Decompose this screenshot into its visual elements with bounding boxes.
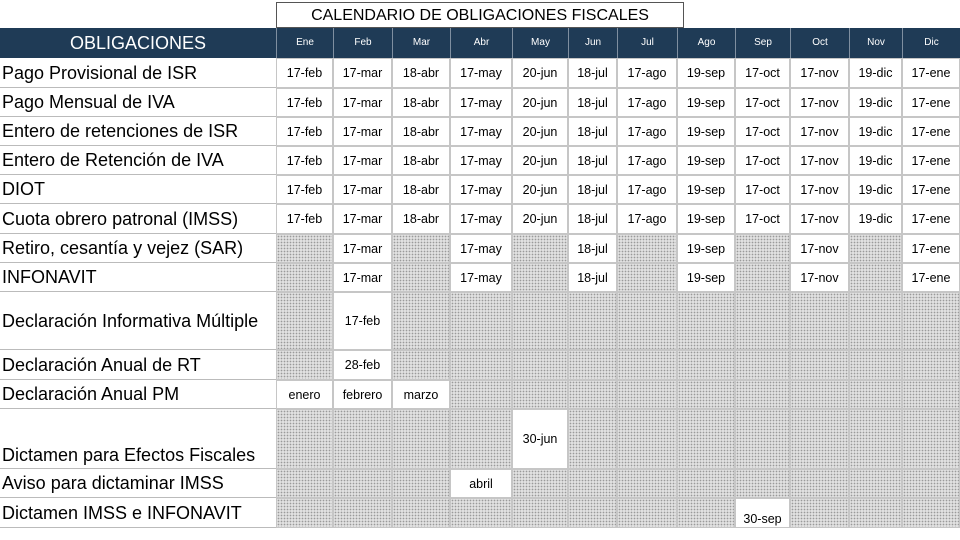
empty-cell (512, 263, 568, 292)
empty-cell (617, 498, 677, 528)
empty-cell (276, 409, 333, 469)
due-date-cell: 18-abr (392, 204, 450, 234)
obligations-column-header: OBLIGACIONES (0, 28, 276, 58)
due-date-cell: 17-nov (790, 175, 849, 204)
empty-cell (902, 380, 960, 409)
month-header-ago: Ago (677, 28, 735, 58)
empty-cell (450, 380, 512, 409)
empty-cell (512, 350, 568, 380)
due-date-cell: abril (450, 469, 512, 498)
empty-cell (392, 469, 450, 498)
empty-cell (735, 469, 790, 498)
due-date-cell: 17-oct (735, 204, 790, 234)
empty-cell (333, 409, 392, 469)
due-date-cell: 18-abr (392, 146, 450, 175)
empty-cell (617, 350, 677, 380)
empty-cell (512, 234, 568, 263)
due-date-cell: 17-feb (276, 204, 333, 234)
due-date-cell: 20-jun (512, 117, 568, 146)
empty-cell (790, 380, 849, 409)
due-date-cell: 17-feb (276, 58, 333, 88)
empty-cell (276, 292, 333, 350)
due-date-cell: 17-ene (902, 146, 960, 175)
empty-cell (392, 350, 450, 380)
empty-cell (849, 409, 902, 469)
due-date-cell: 17-may (450, 88, 512, 117)
due-date-cell: 17-may (450, 146, 512, 175)
empty-cell (392, 263, 450, 292)
due-date-cell: 17-mar (333, 175, 392, 204)
due-date-cell: 17-oct (735, 88, 790, 117)
obligation-label: Entero de retenciones de ISR (0, 117, 276, 146)
due-date-cell: 17-may (450, 234, 512, 263)
due-date-cell: 18-abr (392, 88, 450, 117)
due-date-cell: 17-ene (902, 175, 960, 204)
month-header-abr: Abr (450, 28, 512, 58)
empty-cell (735, 380, 790, 409)
month-header-oct: Oct (790, 28, 849, 58)
empty-cell (450, 350, 512, 380)
due-date-cell: 17-mar (333, 88, 392, 117)
month-header-ene: Ene (276, 28, 333, 58)
due-date-cell: marzo (392, 380, 450, 409)
due-date-cell: 20-jun (512, 146, 568, 175)
empty-cell (735, 263, 790, 292)
due-date-cell: 19-sep (677, 204, 735, 234)
obligation-label: Dictamen para Efectos Fiscales (0, 409, 276, 469)
empty-cell (677, 380, 735, 409)
due-date-cell: 19-sep (677, 88, 735, 117)
empty-cell (677, 350, 735, 380)
empty-cell (568, 498, 617, 528)
due-date-cell: 17-may (450, 175, 512, 204)
due-date-cell: 17-nov (790, 234, 849, 263)
empty-cell (568, 380, 617, 409)
obligation-label: INFONAVIT (0, 263, 276, 292)
due-date-cell: 18-jul (568, 263, 617, 292)
due-date-cell: 19-dic (849, 175, 902, 204)
empty-cell (735, 234, 790, 263)
due-date-cell: 17-nov (790, 146, 849, 175)
empty-cell (849, 469, 902, 498)
empty-cell (512, 292, 568, 350)
empty-cell (677, 498, 735, 528)
due-date-cell: 17-nov (790, 117, 849, 146)
empty-cell (333, 498, 392, 528)
due-date-cell: 17-oct (735, 117, 790, 146)
empty-cell (450, 498, 512, 528)
obligation-label: Aviso para dictaminar IMSS (0, 469, 276, 498)
month-header-jul: Jul (617, 28, 677, 58)
due-date-cell: 19-dic (849, 88, 902, 117)
due-date-cell: 17-ene (902, 234, 960, 263)
empty-cell (677, 469, 735, 498)
empty-cell (568, 292, 617, 350)
due-date-cell: 19-sep (677, 146, 735, 175)
obligation-label: Cuota obrero patronal (IMSS) (0, 204, 276, 234)
empty-cell (677, 292, 735, 350)
due-date-cell: 17-mar (333, 146, 392, 175)
page-title: CALENDARIO DE OBLIGACIONES FISCALES (276, 2, 684, 28)
due-date-cell: 19-sep (677, 58, 735, 88)
due-date-cell: 17-ago (617, 117, 677, 146)
due-date-cell: 20-jun (512, 88, 568, 117)
empty-cell (276, 469, 333, 498)
due-date-cell: 17-mar (333, 204, 392, 234)
due-date-cell: 17-nov (790, 204, 849, 234)
due-date-cell: 17-ago (617, 204, 677, 234)
due-date-cell: 17-feb (276, 146, 333, 175)
due-date-cell: 17-feb (276, 175, 333, 204)
due-date-cell: 17-mar (333, 263, 392, 292)
empty-cell (790, 469, 849, 498)
due-date-cell: 19-sep (677, 175, 735, 204)
month-header-sep: Sep (735, 28, 790, 58)
month-header-nov: Nov (849, 28, 902, 58)
due-date-cell: 19-sep (677, 117, 735, 146)
due-date-cell: 17-ago (617, 146, 677, 175)
obligation-label: Declaración Anual PM (0, 380, 276, 409)
due-date-cell: 17-nov (790, 263, 849, 292)
empty-cell (902, 350, 960, 380)
due-date-cell: 19-sep (677, 263, 735, 292)
empty-cell (677, 409, 735, 469)
empty-cell (568, 409, 617, 469)
empty-cell (902, 469, 960, 498)
empty-cell (849, 292, 902, 350)
due-date-cell: 19-sep (677, 234, 735, 263)
empty-cell (735, 409, 790, 469)
due-date-cell: 18-jul (568, 204, 617, 234)
due-date-cell: 17-feb (276, 117, 333, 146)
due-date-cell: 17-may (450, 58, 512, 88)
due-date-cell: 18-abr (392, 175, 450, 204)
obligation-label: DIOT (0, 175, 276, 204)
due-date-cell: 17-may (450, 263, 512, 292)
obligation-label: Dictamen IMSS e INFONAVIT (0, 498, 276, 528)
obligation-label: Pago Provisional de ISR (0, 58, 276, 88)
obligation-label: Declaración Anual de RT (0, 350, 276, 380)
due-date-cell: 17-mar (333, 58, 392, 88)
empty-cell (276, 234, 333, 263)
empty-cell (849, 380, 902, 409)
empty-cell (790, 292, 849, 350)
due-date-cell: 18-abr (392, 58, 450, 88)
due-date-cell: 18-jul (568, 58, 617, 88)
empty-cell (849, 263, 902, 292)
due-date-cell: 20-jun (512, 204, 568, 234)
empty-cell (617, 469, 677, 498)
due-date-cell: 17-ago (617, 88, 677, 117)
empty-cell (790, 409, 849, 469)
empty-cell (902, 409, 960, 469)
empty-cell (392, 409, 450, 469)
due-date-cell: 17-mar (333, 117, 392, 146)
due-date-cell: 17-nov (790, 88, 849, 117)
due-date-cell: 18-jul (568, 175, 617, 204)
due-date-cell: 19-dic (849, 58, 902, 88)
month-header-dic: Dic (902, 28, 960, 58)
due-date-cell: 18-jul (568, 117, 617, 146)
empty-cell (450, 292, 512, 350)
empty-cell (849, 350, 902, 380)
due-date-cell: 17-ene (902, 88, 960, 117)
empty-cell (849, 234, 902, 263)
due-date-cell: 18-abr (392, 117, 450, 146)
due-date-cell: 17-mar (333, 234, 392, 263)
empty-cell (617, 292, 677, 350)
due-date-cell: 17-ene (902, 117, 960, 146)
empty-cell (735, 350, 790, 380)
empty-cell (617, 234, 677, 263)
obligation-label: Retiro, cesantía y vejez (SAR) (0, 234, 276, 263)
due-date-cell: 19-dic (849, 117, 902, 146)
empty-cell (333, 469, 392, 498)
empty-cell (568, 469, 617, 498)
due-date-cell: 17-oct (735, 58, 790, 88)
due-date-cell: 18-jul (568, 234, 617, 263)
due-date-cell: 17-may (450, 204, 512, 234)
due-date-cell: 30-sep (735, 498, 790, 528)
due-date-cell: 17-oct (735, 175, 790, 204)
empty-cell (902, 498, 960, 528)
empty-cell (392, 498, 450, 528)
due-date-cell: 17-may (450, 117, 512, 146)
due-date-cell: 19-dic (849, 204, 902, 234)
empty-cell (512, 498, 568, 528)
empty-cell (617, 263, 677, 292)
empty-cell (392, 292, 450, 350)
empty-cell (617, 380, 677, 409)
empty-cell (276, 263, 333, 292)
empty-cell (450, 409, 512, 469)
empty-cell (902, 292, 960, 350)
due-date-cell: 19-dic (849, 146, 902, 175)
empty-cell (849, 498, 902, 528)
due-date-cell: febrero (333, 380, 392, 409)
due-date-cell: 17-ago (617, 175, 677, 204)
empty-cell (512, 469, 568, 498)
month-header-feb: Feb (333, 28, 392, 58)
empty-cell (512, 380, 568, 409)
empty-cell (276, 498, 333, 528)
due-date-cell: 18-jul (568, 88, 617, 117)
empty-cell (276, 350, 333, 380)
due-date-cell: 17-ene (902, 58, 960, 88)
due-date-cell: 17-oct (735, 146, 790, 175)
due-date-cell: 17-ene (902, 263, 960, 292)
due-date-cell: 17-ago (617, 58, 677, 88)
empty-cell (790, 350, 849, 380)
due-date-cell: 17-feb (333, 292, 392, 350)
empty-cell (392, 234, 450, 263)
due-date-cell: 17-feb (276, 88, 333, 117)
due-date-cell: 18-jul (568, 146, 617, 175)
due-date-cell: 30-jun (512, 409, 568, 469)
month-header-jun: Jun (568, 28, 617, 58)
obligation-label: Pago Mensual de IVA (0, 88, 276, 117)
month-header-may: May (512, 28, 568, 58)
due-date-cell: 20-jun (512, 58, 568, 88)
due-date-cell: 20-jun (512, 175, 568, 204)
obligation-label: Entero de Retención de IVA (0, 146, 276, 175)
due-date-cell: 17-nov (790, 58, 849, 88)
empty-cell (568, 350, 617, 380)
due-date-cell: 28-feb (333, 350, 392, 380)
due-date-cell: 17-ene (902, 204, 960, 234)
obligation-label: Declaración Informativa Múltiple (0, 292, 276, 350)
month-header-mar: Mar (392, 28, 450, 58)
empty-cell (735, 292, 790, 350)
due-date-cell: enero (276, 380, 333, 409)
empty-cell (617, 409, 677, 469)
empty-cell (790, 498, 849, 528)
